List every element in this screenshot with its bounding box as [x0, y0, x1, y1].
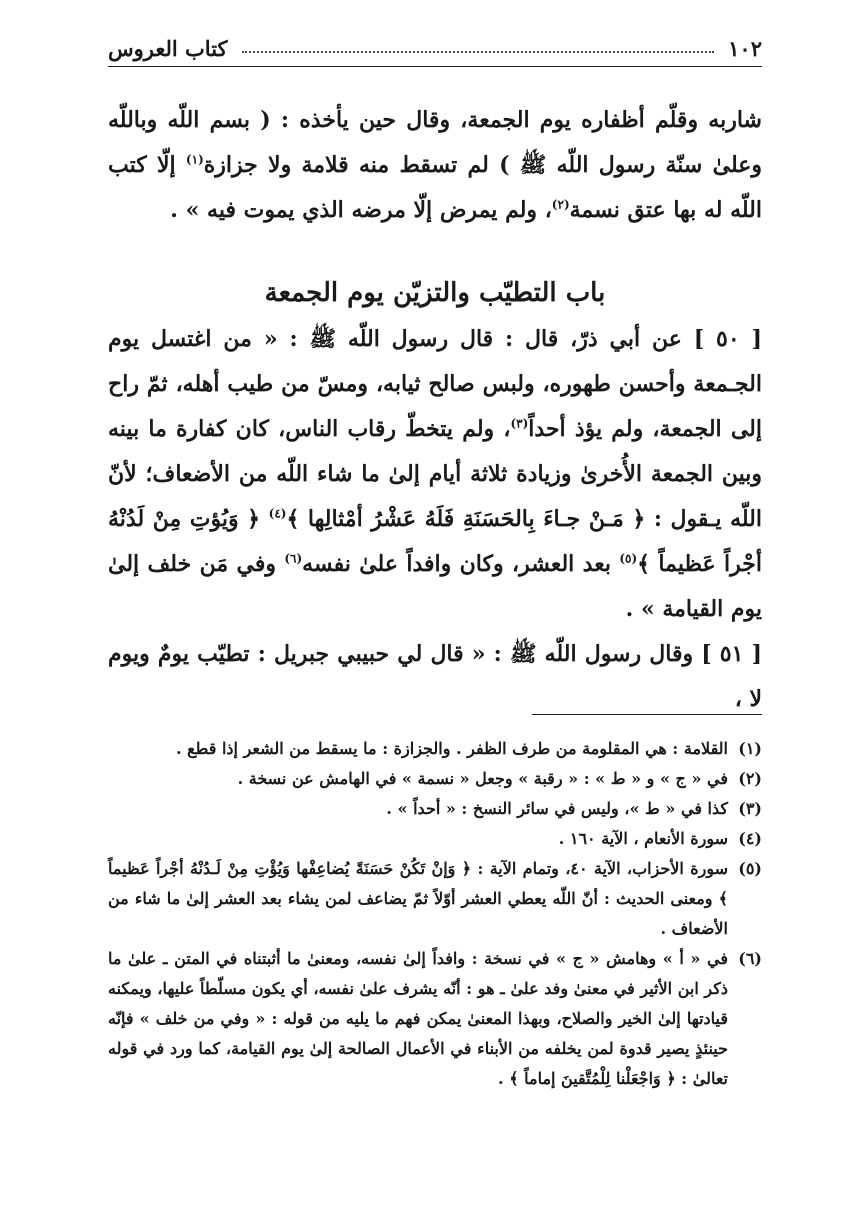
page-number: ١٠٢ — [728, 35, 762, 61]
text-run: وقال رسول اللّه ﷺ : « قال لي حبيبي جبريل : تطيّب يومٌ ويوم لا ، — [108, 641, 762, 712]
hadith-50 — [108, 317, 762, 632]
footnote-ref[interactable]: (٣) — [510, 416, 529, 431]
footnote — [108, 734, 762, 764]
footnote-ref[interactable]: (٦) — [284, 551, 303, 566]
footnote-number: (٣) — [738, 799, 762, 818]
paragraph-continuation — [108, 98, 762, 233]
footnote — [108, 764, 762, 794]
footnote-text: في « ج » و « ط » : « رقبة » وجعل « نسمة » في الهامش عن نسخة . — [237, 769, 728, 788]
text-run: إلّا كتب اللّه له بها عتق نسمة — [108, 152, 762, 223]
dotted-leader — [242, 43, 715, 53]
footnote-text: في « أ » وهامش « ج » في نسخة : وافداً إلىٰ نفسه، ومعنىٰ ما أثبتناه في المتن ـ علىٰ ما ذكر ابن الأثير في معنىٰ وفد علىٰ ـ هو : أنّه يشرف علىٰ نفسه، أي يكون مسلّطاً عليها، ويمكنه قيادتها إلىٰ الخير والصلاح، وبهذا المعنىٰ يمكن فهم ما يليه من قوله : « وفي من خلف » فإنّه حينئذٍ يصير قدوة لمن يخلفه من الأبناء في الأعمال الصالحة إلىٰ يوم القيامة، كما ورد في قوله تعالىٰ : ﴿ وَاجْعَلْنا لِلْمُتَّقينَ إماماً ﴾ . — [108, 949, 729, 1088]
book-title: كتاب العروس — [108, 35, 228, 61]
footnote — [108, 794, 762, 824]
footnote-ref[interactable]: (٥) — [619, 551, 638, 566]
text-run: عن أبي ذرّ، قال : قال رسول اللّه ﷺ : « من اغتسل يوم الجـمعة وأحسن طهوره، ولبس صالح ثيابه، ومسّ من طيب أهله، ثمّ راح إلى الجمعة، ولم يؤذ أحداً — [108, 326, 762, 442]
text-run: ، ولم يمرض إلّا مرضه الذي يموت فيه » . — [170, 197, 552, 223]
hadith-number: [ ٥١ ] — [701, 641, 762, 667]
footnotes — [108, 734, 762, 1094]
hadith-51 — [108, 632, 762, 722]
quran-quote: ﴿ وَيُؤتِ مِنْ لَدُنْهُ أجْراً عَظيماً ﴾ — [108, 506, 763, 577]
text-run: بعد العشر، وكان وافداً علىٰ نفسه — [302, 551, 620, 577]
running-header — [108, 30, 762, 67]
footnote-text: القلامة : هي المقلومة من طرف الظفر . والجزازة : ما يسقط من الشعر إذا قطع . — [175, 739, 728, 758]
footnote-number: (٥) — [738, 859, 762, 878]
quran-quote: ﴿ مَـنْ جـاءَ بِالحَسَنَةِ فَلَهُ عَشْرُ أمْثالِها ﴾ — [286, 506, 646, 532]
footnote-number: (١) — [738, 739, 762, 758]
text-run: شاربه وقلّم أظفاره يوم الجمعة، وقال حين يأخذه : ( بسم اللّه وباللّه وعلىٰ سنّة رسول اللّه ﷺ ) لم تسقط منه قلامة ولا جزازة — [108, 107, 762, 178]
footnote-divider — [532, 714, 762, 715]
footnote-text: سورة الأنعام ، الآية ١٦٠ . — [558, 829, 728, 848]
text-run: ، ولم يتخطّ رقاب الناس، كان كفارة ما بينه وبين الجمعة الأُخرىٰ وزيادة ثلاثة أيام إلىٰ ما شاء اللّه من الأضعاف؛ لأنّ اللّه يـقول : — [108, 416, 762, 532]
footnote — [108, 854, 762, 944]
hadith-number: [ ٥٠ ] — [693, 326, 762, 352]
section-title: باب التطيّب والتزيّن يوم الجمعة — [264, 278, 606, 308]
footnote — [108, 824, 762, 854]
footnote-ref[interactable]: (٤) — [268, 506, 287, 521]
footnote-number: (٦) — [738, 949, 762, 968]
footnote-number: (٢) — [738, 769, 762, 788]
footnote-number: (٤) — [738, 829, 762, 848]
footnote-ref[interactable]: (١) — [185, 152, 204, 167]
footnote — [108, 944, 762, 1094]
footnote-ref[interactable]: (٢) — [551, 197, 570, 212]
footnote-text: كذا في « ط »، وليس في سائر النسخ : « أحداً » . — [386, 799, 728, 818]
text-run: وفي مَن خلف إلىٰ يوم القيامة » . — [108, 551, 762, 622]
main-text — [108, 98, 762, 722]
footnote-text: سورة الأحزاب، الآية ٤٠، وتمام الآية : ﴿ وَإنْ تَكُنْ حَسَنَةً يُضاعِفْها وَيُؤْتِ مِنْ لَـدُنْهُ أجْراً عَظيماً ﴾ ومعنى الحديث : أنّ اللّه يعطي العشر أوّلاً ثمّ يضاعف لمن يشاء بعد العشر إلىٰ ما شاء من الأضعاف . — [108, 859, 728, 938]
